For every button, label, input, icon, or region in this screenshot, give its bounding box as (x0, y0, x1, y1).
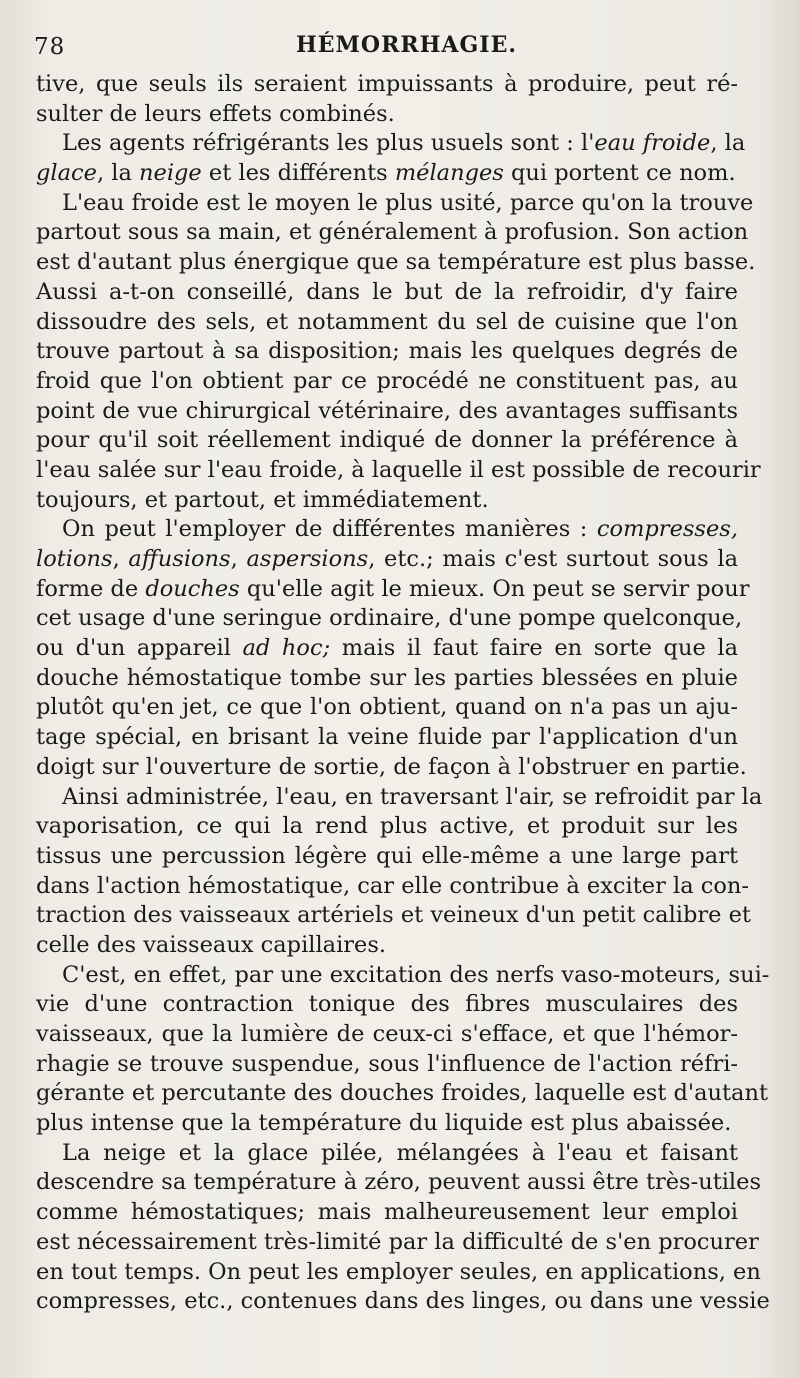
italic-term: douches (145, 575, 240, 602)
text-segment: est nécessairement très-limité par la difficulté de s'en procurer (36, 1228, 759, 1255)
italic-term: aspersions (246, 546, 369, 572)
text-segment: gérante et percutante des douches froides, laquelle est d'autant (36, 1080, 768, 1107)
text-segment: est d'autant plus énergique que sa température est plus basse. (36, 249, 756, 276)
text-line (36, 337, 738, 367)
text-line (36, 990, 738, 1020)
text-line (36, 1228, 759, 1258)
text-line (36, 1168, 761, 1198)
text-line (36, 604, 743, 634)
text-segment: celle des vaisseaux capillaires. (36, 931, 387, 958)
text-line (36, 308, 738, 338)
text-segment: plutôt qu'en jet, ce que l'on obtient, quand on n'a pas un aju- (36, 694, 738, 721)
text-segment: Ainsi administrée, l'eau, en traversant l'air, se refroidit par la (62, 783, 763, 810)
text-segment: dans l'action hémostatique, car elle contribue à exciter la con- (36, 872, 750, 899)
text-line (36, 1109, 738, 1139)
text-line (36, 278, 738, 308)
text-line (36, 218, 749, 248)
text-segment: froid que l'on obtient par ce procédé ne constituent pas, au (36, 367, 738, 394)
text-line (36, 248, 756, 278)
text-segment: en tout temps. On peut les employer seules, en applications, en (36, 1258, 761, 1285)
text-segment: qui portent ce nom. (503, 160, 736, 187)
text-segment: tissus une percussion légère qui elle-même a une large part (36, 842, 738, 869)
text-line (36, 961, 770, 991)
text-line (36, 545, 738, 575)
text-line (36, 812, 738, 842)
text-line (36, 100, 738, 130)
text-segment: tage spécial, en brisant la veine fluide par l'application d'un (36, 724, 738, 751)
text-segment: doigt sur l'ouverture de sortie, de façon à l'obstruer en partie. (36, 753, 747, 780)
text-segment: toujours, et partout, et immédiatement. (36, 486, 489, 513)
text-line (36, 189, 754, 219)
text-line (36, 1258, 761, 1288)
text-line (36, 783, 763, 813)
body-text (36, 70, 770, 1317)
text-line (36, 129, 746, 159)
text-line (36, 634, 738, 664)
italic-term: compresses, (596, 516, 738, 543)
text-segment: pour qu'il soit réellement indiqué de donner la préférence à (36, 427, 738, 454)
text-segment: sulter de leurs effets combinés. (36, 100, 395, 127)
text-segment: vaporisation, ce qui la rend plus active, et produit sur les (36, 813, 738, 840)
text-line (36, 1287, 770, 1317)
text-segment: douche hémostatique tombe sur les parties blessées en pluie (36, 664, 738, 691)
text-line (36, 367, 738, 397)
text-segment: rhagie se trouve suspendue, sous l'influence de l'action réfri- (36, 1050, 738, 1077)
text-segment: tive, que seuls ils seraient impuissants à produire, peut ré- (36, 71, 738, 97)
text-line (36, 872, 750, 902)
text-segment: forme de (36, 575, 146, 602)
text-segment: partout sous sa main, et généralement à profusion. Son action (36, 219, 749, 246)
text-line (36, 1198, 738, 1228)
text-line (36, 664, 738, 694)
text-line (36, 753, 747, 783)
italic-term: affusions (128, 546, 231, 572)
text-segment: , etc.; mais c'est surtout sous la (368, 546, 738, 572)
text-segment: vie d'une contraction tonique des fibres musculaires des (36, 991, 738, 1018)
text-segment: cet usage d'une seringue ordinaire, d'une pompe quelconque, (36, 605, 743, 632)
text-segment: , (112, 546, 129, 572)
text-line (36, 397, 738, 427)
text-line (36, 159, 738, 189)
text-segment: , la (710, 130, 746, 157)
text-segment: descendre sa température à zéro, peuvent aussi être très-utiles (36, 1169, 761, 1196)
text-segment: C'est, en effet, par une excitation des nerfs vaso-moteurs, sui- (62, 961, 770, 988)
italic-term: lotions (36, 546, 113, 572)
text-segment: vaisseaux, que la lumière de ceux-ci s'efface, et que l'hémor- (36, 1021, 738, 1047)
text-segment: ou d'un appareil (36, 635, 243, 662)
text-segment: La neige et la glace pilée, mélangées à l'eau et faisant (62, 1139, 738, 1166)
text-line (36, 901, 751, 931)
text-line (36, 693, 738, 723)
text-segment: Les agents réfrigérants les plus usuels sont : l' (62, 130, 595, 157)
text-segment: dissoudre des sels, et notamment du sel de cuisine que l'on (36, 308, 738, 335)
page-number: 78 (34, 34, 66, 60)
text-segment: qu'elle agit le mieux. On peut se servir pour (239, 575, 750, 602)
text-line (36, 723, 738, 753)
text-line (36, 486, 738, 516)
text-segment: plus intense que la température du liquide est plus abaissée. (36, 1110, 732, 1137)
text-line (36, 842, 738, 872)
text-line (36, 426, 738, 456)
text-line (36, 931, 738, 961)
text-segment: trouve partout à sa disposition; mais les quelques degrés de (36, 338, 738, 365)
italic-term: eau froide (594, 130, 711, 157)
italic-term: neige (139, 160, 202, 187)
text-segment: L'eau froide est le moyen le plus usité, parce qu'on la trouve (62, 189, 754, 216)
text-line (36, 1139, 738, 1169)
running-head: HÉMORRHAGIE. (296, 32, 517, 58)
text-line (36, 456, 761, 486)
text-line (36, 70, 738, 100)
page-header (34, 28, 760, 64)
text-segment: On peut l'employer de différentes manières : (62, 516, 597, 543)
text-segment: l'eau salée sur l'eau froide, à laquelle il est possible de recourir (36, 456, 761, 483)
text-segment: et les différents (201, 160, 395, 187)
text-segment: comme hémostatiques; mais malheureusement leur emploi (36, 1199, 738, 1226)
italic-term: mélanges (394, 160, 504, 187)
text-line (36, 1079, 768, 1109)
text-line (36, 515, 738, 545)
text-segment: point de vue chirurgical vétérinaire, des avantages suffisants (36, 397, 738, 424)
text-segment: , (230, 546, 247, 572)
text-segment: , la (96, 160, 140, 187)
italic-term: ad hoc; (242, 635, 331, 662)
text-line (36, 1020, 738, 1050)
italic-term: glace (36, 160, 97, 187)
text-line (36, 575, 750, 605)
text-segment: Aussi a-t-on conseillé, dans le but de la refroidir, d'y faire (36, 278, 738, 305)
text-segment: traction des vaisseaux artériels et veineux d'un petit calibre et (36, 902, 751, 929)
text-segment: mais il faut faire en sorte que la (330, 635, 738, 662)
text-segment: compresses, etc., contenues dans des linges, ou dans une vessie (36, 1288, 770, 1315)
text-line (36, 1050, 738, 1080)
